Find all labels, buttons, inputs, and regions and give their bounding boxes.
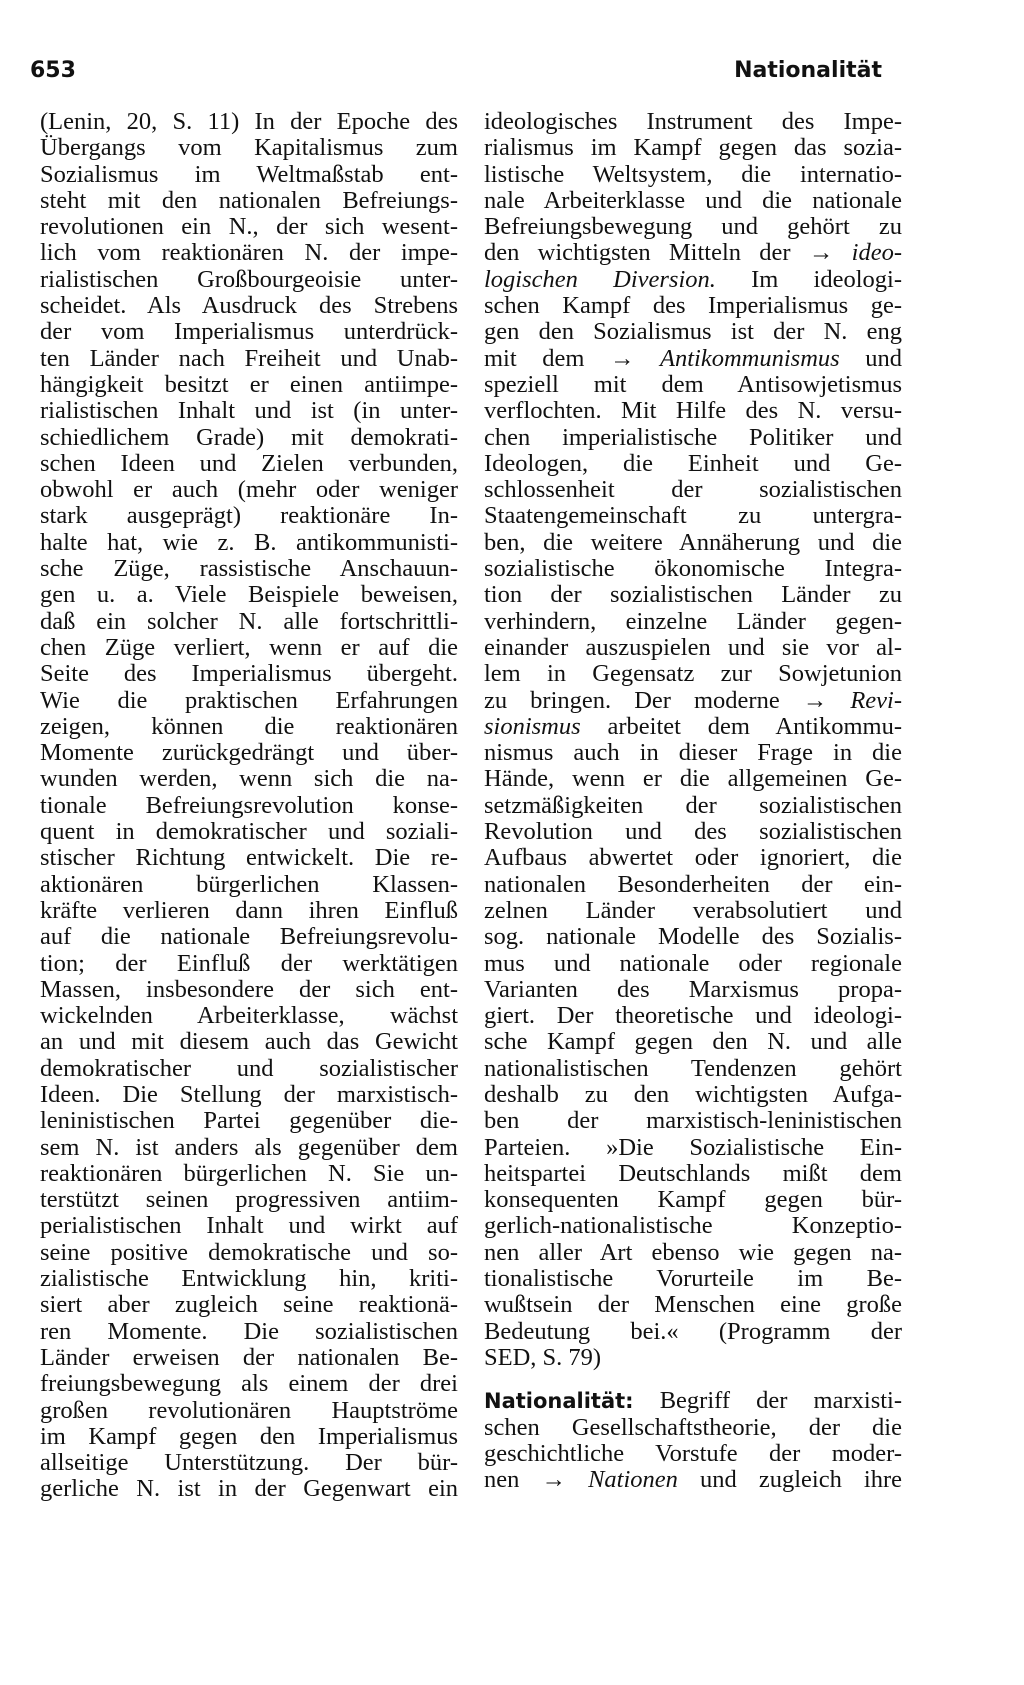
text-line: ideologisches Instrument des Impe- <box>484 108 902 135</box>
text-line: sem N. ist anders als gegenüber dem <box>40 1133 458 1161</box>
text-line: nen aller Art ebenso wie gegen na- <box>484 1238 902 1266</box>
text-line: Parteien. »Die Sozialistische Ein- <box>484 1133 902 1161</box>
text-line: giert. Der theoretische und ideologi- <box>484 1002 902 1030</box>
text-line: tionale Befreiungsrevolution konse- <box>40 791 458 819</box>
text-line: zialistische Entwicklung hin, kriti- <box>40 1265 458 1293</box>
text-line: leninistischen Partei gegenüber die- <box>40 1107 458 1135</box>
text-line: nen → Nationen und zugleich ihre <box>484 1466 903 1494</box>
text-line: listische Weltsystem, die internatio- <box>484 160 902 188</box>
text-line: tionalistische Vorurteile im Be- <box>484 1265 902 1293</box>
text-line: an und mit diesem auch das Gewicht <box>40 1028 458 1056</box>
text-line: chen Züge verliert, wenn er auf die <box>40 633 458 661</box>
text-line: aktionären bürgerlichen Klassen- <box>40 870 458 898</box>
left-column <box>40 109 458 1503</box>
text-line: nationalen Besonderheiten der ein- <box>484 870 902 898</box>
text-line: kräfte verlieren dann ihren Einfluß <box>40 896 458 924</box>
text-line: sche Züge, rassistische Anschauun- <box>40 555 458 583</box>
text-line: gen den Sozialismus ist der N. eng <box>484 318 902 346</box>
text-line: Länder erweisen der nationalen Be- <box>40 1343 458 1371</box>
text-line: wickelnden Arbeiterklasse, wächst <box>40 1002 458 1030</box>
cross-reference: Revi- <box>850 686 902 714</box>
text-line: scheidet. Als Ausdruck des Strebens <box>40 292 458 320</box>
text-line: mit dem → Antikommunismus und <box>484 344 903 372</box>
entry-headword: Nationalität: <box>484 1389 634 1414</box>
right-column <box>484 109 902 1493</box>
text-line: halte hat, wie z. B. antikommunisti- <box>40 528 458 556</box>
text-line: gen u. a. Viele Beispiele beweisen, <box>40 581 458 609</box>
text-line: schen Ideen und Zielen verbunden, <box>40 449 458 477</box>
text-line: rialistischen Inhalt und ist (in unter- <box>40 397 458 425</box>
text-line: Befreiungsbewegung und gehört zu <box>484 213 902 241</box>
text-line: auf die nationale Befreiungsrevolu- <box>40 923 458 951</box>
text-line: Seite des Imperialismus übergeht. <box>40 660 458 688</box>
text-line: seine positive demokratische und so- <box>40 1238 458 1266</box>
running-head: Nationalität <box>734 58 882 83</box>
text-line: im Kampf gegen den Imperialismus <box>40 1422 458 1450</box>
text-line: ben der marxistisch-leninistischen <box>484 1107 902 1135</box>
text-line: rialistischen Großbourgeoisie unter- <box>40 265 458 293</box>
text-line: tion; der Einfluß der werktätigen <box>40 949 458 977</box>
text-line: wunden werden, wenn sich die na- <box>40 765 458 793</box>
text-line: Ideen. Die Stellung der marxistisch- <box>40 1080 458 1108</box>
text-line: verflochten. Mit Hilfe des N. versu- <box>484 397 902 425</box>
right-lines-a <box>484 109 902 240</box>
text-line: geschichtliche Vorstufe der moder- <box>484 1439 902 1467</box>
text-line: Revolution und des sozialistischen <box>484 818 902 846</box>
cross-reference: Antikommunismus <box>660 344 840 372</box>
text-line: tion der sozialistischen Länder zu <box>484 581 902 609</box>
cross-reference: ideo- <box>851 239 902 267</box>
text-line: schiedlichem Grade) mit demokrati- <box>40 423 458 451</box>
text-line: hängigkeit besitzt er einen antiimpe- <box>40 370 458 398</box>
text-line: ten Länder nach Freiheit und Unab- <box>40 344 458 372</box>
text-line: nationalistischen Tendenzen gehört <box>484 1054 902 1082</box>
cross-reference: Nationen <box>588 1466 678 1494</box>
text-line: SED, S. 79) <box>484 1343 602 1371</box>
text-line: siert aber zugleich seine reaktionä- <box>40 1291 458 1319</box>
text-line: Momente zurückgedrängt und über- <box>40 739 458 767</box>
text-line: lich vom reaktionären N. der impe- <box>40 239 458 267</box>
text-line: zu bringen. Der moderne → Revi- <box>484 686 902 714</box>
text-line: heitspartei Deutschlands mißt dem <box>484 1159 902 1187</box>
text-line: deshalb zu den wichtigsten Aufga- <box>484 1080 902 1108</box>
text-line: wußtsein der Menschen eine große <box>484 1291 902 1319</box>
right-lines-d <box>484 740 902 1371</box>
text-line: Ideologen, die Einheit und Ge- <box>484 449 902 477</box>
text-line: verhindern, einzelne Länder gegen- <box>484 607 902 635</box>
text-line: den wichtigsten Mitteln der → ideo- <box>484 239 902 267</box>
text-line: Wie die praktischen Erfahrungen <box>40 686 458 714</box>
text-line: rialismus im Kampf gegen das sozia- <box>484 134 902 162</box>
text-line: setzmäßigkeiten der sozialistischen <box>484 791 902 819</box>
text-line: (Lenin, 20, S. 11) In der Epoche des <box>40 108 458 135</box>
text-line: Staatengemeinschaft zu untergra- <box>484 502 902 530</box>
entry-gap <box>484 1371 902 1388</box>
text-line: nale Arbeiterklasse und die nationale <box>484 186 902 214</box>
text-line: zelnen Länder verabsolutiert und <box>484 896 902 924</box>
text-line: demokratischer und sozialistischer <box>40 1054 458 1082</box>
text-line: sche Kampf gegen den N. und alle <box>484 1028 902 1056</box>
text-line: nismus auch in dieser Frage in die <box>484 739 902 767</box>
text-line: mus und nationale oder regionale <box>484 949 902 977</box>
right-lines-c <box>484 372 902 688</box>
text-line: quent in demokratischer und soziali- <box>40 818 458 846</box>
text-line: Übergangs vom Kapitalismus zum <box>40 134 458 162</box>
text-line: freiungsbewegung als einem der drei <box>40 1370 458 1398</box>
entry-first-line: Nationalität: Begriff der marxisti- <box>484 1387 902 1415</box>
text-line: chen imperialistische Politiker und <box>484 423 902 451</box>
text-line: daß ein solcher N. alle fortschrittli- <box>40 607 458 635</box>
text-line: sozialistische ökonomische Integra- <box>484 555 902 583</box>
text-line: schen Gesellschaftstheorie, der die <box>484 1413 902 1441</box>
text-line: konsequenten Kampf gegen bür- <box>484 1186 902 1214</box>
page-number: 653 <box>30 58 76 83</box>
text-line: sog. nationale Modelle des Sozialis- <box>484 923 902 951</box>
right-lines-b <box>484 293 902 346</box>
text-line: obwohl er auch (mehr oder weniger <box>40 476 458 504</box>
text-line: Sozialismus im Weltmaßstab ent- <box>40 160 458 188</box>
text-line: Massen, insbesondere der sich ent- <box>40 975 458 1003</box>
text-line: steht mit den nationalen Befreiungs- <box>40 186 458 214</box>
text-line: lem in Gegensatz zur Sowjetunion <box>484 660 902 688</box>
text-line: ren Momente. Die sozialistischen <box>40 1317 458 1345</box>
text-line: Aufbaus abwertet oder ignoriert, die <box>484 844 902 872</box>
text-line: zeigen, können die reaktionären <box>40 712 458 740</box>
cross-reference: sionismus <box>484 712 581 740</box>
text-line: stischer Richtung entwickelt. Die re- <box>40 844 458 872</box>
text-line: gerliche N. ist in der Gegenwart ein <box>40 1475 458 1503</box>
text-line: speziell mit dem Antisowjetismus <box>484 370 902 398</box>
entry-lines <box>484 1415 902 1468</box>
text-line: einander auszuspielen und sie vor al- <box>484 633 902 661</box>
cross-reference: logischen Diversion. <box>484 265 716 293</box>
text-line: Hände, wenn er die allgemeinen Ge- <box>484 765 902 793</box>
text-line: schen Kampf des Imperialismus ge- <box>484 292 902 320</box>
text-line: schlossenheit der sozialistischen <box>484 476 902 504</box>
text-line: stark ausgeprägt) reaktionäre In- <box>40 502 458 530</box>
text-line: Varianten des Marxismus propa- <box>484 975 902 1003</box>
text-line: revolutionen ein N., der sich wesent- <box>40 213 458 241</box>
text-line: terstützt seinen progressiven antiim- <box>40 1186 458 1214</box>
text-line: gerlich-nationalistische Konzeptio- <box>484 1212 902 1240</box>
text-line: allseitige Unterstützung. Der bür- <box>40 1449 458 1477</box>
text-line: logischen Diversion. Im ideologi- <box>484 265 902 293</box>
text-line: reaktionären bürgerlichen N. Sie un- <box>40 1159 458 1187</box>
text-line: perialistischen Inhalt und wirkt auf <box>40 1212 458 1240</box>
text-line: großen revolutionären Hauptströme <box>40 1396 458 1424</box>
text-line: der vom Imperialismus unterdrück- <box>40 318 458 346</box>
text-line: ben, die weitere Annäherung und die <box>484 528 902 556</box>
text-line: sionismus arbeitet dem Antikommu- <box>484 712 902 740</box>
text-line: Bedeutung bei.« (Programm der <box>484 1317 902 1345</box>
